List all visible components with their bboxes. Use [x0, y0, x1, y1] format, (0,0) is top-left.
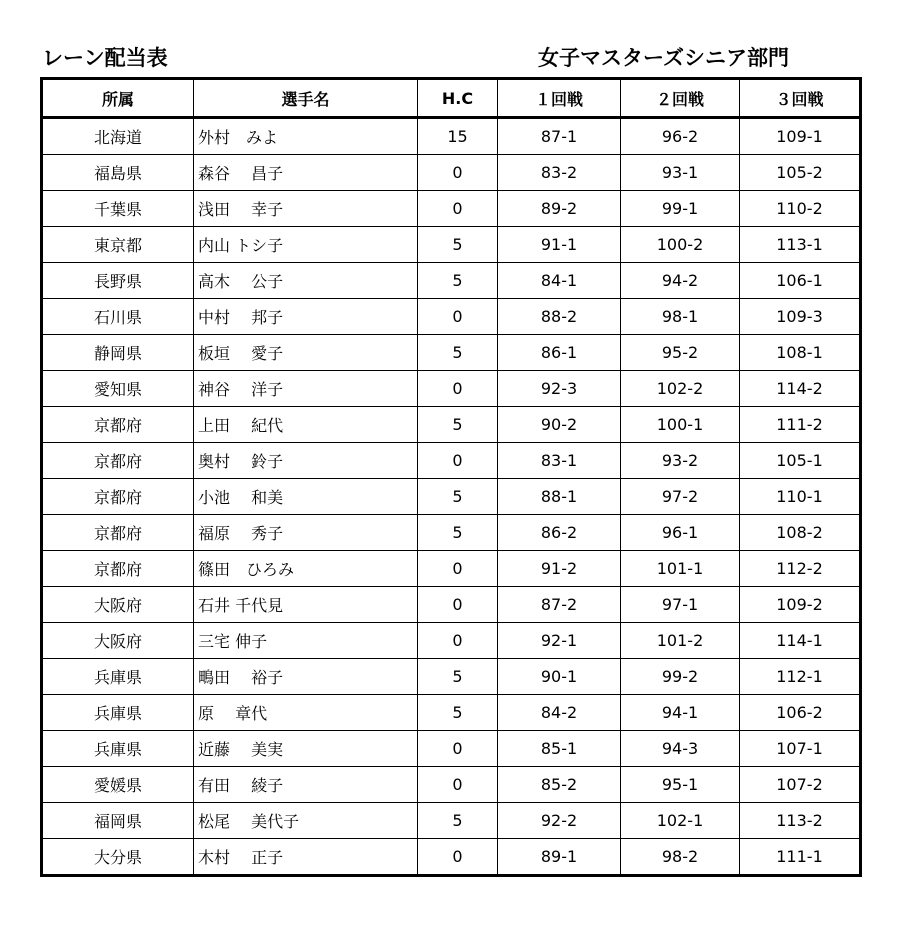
- table-row: [42, 803, 861, 839]
- round-1-lane-cell: 83-2: [498, 155, 621, 191]
- table-row: [42, 227, 861, 263]
- handicap-cell: 0: [418, 155, 498, 191]
- round-3-lane-cell: 112-2: [740, 551, 861, 587]
- column-header-player-name: 選手名: [194, 79, 418, 118]
- affiliation-cell: 愛知県: [42, 371, 194, 407]
- table-row: [42, 443, 861, 479]
- player-name-cell: 森谷 昌子: [194, 155, 418, 191]
- round-3-lane-cell: 107-1: [740, 731, 861, 767]
- round-1-lane-cell: 85-2: [498, 767, 621, 803]
- round-2-lane-cell: 98-2: [621, 839, 740, 876]
- table-row: [42, 623, 861, 659]
- player-name-cell: 奥村 鈴子: [194, 443, 418, 479]
- round-2-lane-cell: 96-2: [621, 118, 740, 155]
- round-1-lane-cell: 90-2: [498, 407, 621, 443]
- round-3-lane-cell: 110-2: [740, 191, 861, 227]
- player-name-cell: 原 章代: [194, 695, 418, 731]
- handicap-cell: 15: [418, 118, 498, 155]
- round-1-lane-cell: 84-2: [498, 695, 621, 731]
- round-2-lane-cell: 101-1: [621, 551, 740, 587]
- round-2-lane-cell: 97-2: [621, 479, 740, 515]
- round-1-lane-cell: 90-1: [498, 659, 621, 695]
- round-3-lane-cell: 108-2: [740, 515, 861, 551]
- round-2-lane-cell: 99-2: [621, 659, 740, 695]
- column-header-round-1: １回戦: [498, 79, 621, 118]
- round-2-lane-cell: 93-1: [621, 155, 740, 191]
- round-3-lane-cell: 114-1: [740, 623, 861, 659]
- round-1-lane-cell: 89-2: [498, 191, 621, 227]
- handicap-cell: 0: [418, 299, 498, 335]
- round-3-lane-cell: 113-1: [740, 227, 861, 263]
- handicap-cell: 5: [418, 695, 498, 731]
- round-3-lane-cell: 107-2: [740, 767, 861, 803]
- handicap-cell: 5: [418, 515, 498, 551]
- affiliation-cell: 大分県: [42, 839, 194, 876]
- lane-assignment-table: [40, 77, 862, 877]
- column-header-affiliation: 所属: [42, 79, 194, 118]
- table-row: [42, 155, 861, 191]
- round-3-lane-cell: 110-1: [740, 479, 861, 515]
- player-name-cell: 三宅 伸子: [194, 623, 418, 659]
- table-row: [42, 371, 861, 407]
- affiliation-cell: 京都府: [42, 479, 194, 515]
- column-header-round-3: ３回戦: [740, 79, 861, 118]
- player-name-cell: 板垣 愛子: [194, 335, 418, 371]
- round-1-lane-cell: 85-1: [498, 731, 621, 767]
- table-row: [42, 479, 861, 515]
- round-1-lane-cell: 91-1: [498, 227, 621, 263]
- round-2-lane-cell: 94-1: [621, 695, 740, 731]
- player-name-cell: 外村 みよ: [194, 118, 418, 155]
- table-body: [42, 118, 861, 876]
- player-name-cell: 木村 正子: [194, 839, 418, 876]
- round-1-lane-cell: 91-2: [498, 551, 621, 587]
- affiliation-cell: 東京都: [42, 227, 194, 263]
- header-row: [42, 79, 861, 118]
- round-2-lane-cell: 95-2: [621, 335, 740, 371]
- round-1-lane-cell: 92-3: [498, 371, 621, 407]
- column-header-handicap: H.C: [418, 79, 498, 118]
- handicap-cell: 0: [418, 191, 498, 227]
- affiliation-cell: 兵庫県: [42, 695, 194, 731]
- handicap-cell: 0: [418, 767, 498, 803]
- table-row: [42, 335, 861, 371]
- round-2-lane-cell: 100-2: [621, 227, 740, 263]
- round-1-lane-cell: 87-2: [498, 587, 621, 623]
- round-1-lane-cell: 86-1: [498, 335, 621, 371]
- handicap-cell: 0: [418, 371, 498, 407]
- handicap-cell: 5: [418, 479, 498, 515]
- round-2-lane-cell: 94-2: [621, 263, 740, 299]
- table-row: [42, 118, 861, 155]
- affiliation-cell: 静岡県: [42, 335, 194, 371]
- affiliation-cell: 京都府: [42, 443, 194, 479]
- table-row: [42, 515, 861, 551]
- handicap-cell: 0: [418, 443, 498, 479]
- round-3-lane-cell: 114-2: [740, 371, 861, 407]
- player-name-cell: 内山 トシ子: [194, 227, 418, 263]
- table-row: [42, 695, 861, 731]
- handicap-cell: 5: [418, 335, 498, 371]
- table-header: [42, 79, 861, 118]
- table-row: [42, 299, 861, 335]
- handicap-cell: 5: [418, 803, 498, 839]
- round-1-lane-cell: 86-2: [498, 515, 621, 551]
- handicap-cell: 0: [418, 551, 498, 587]
- handicap-cell: 5: [418, 227, 498, 263]
- round-3-lane-cell: 108-1: [740, 335, 861, 371]
- affiliation-cell: 福島県: [42, 155, 194, 191]
- affiliation-cell: 長野県: [42, 263, 194, 299]
- affiliation-cell: 兵庫県: [42, 731, 194, 767]
- table-row: [42, 407, 861, 443]
- handicap-cell: 0: [418, 623, 498, 659]
- round-2-lane-cell: 97-1: [621, 587, 740, 623]
- round-2-lane-cell: 94-3: [621, 731, 740, 767]
- player-name-cell: 松尾 美代子: [194, 803, 418, 839]
- round-1-lane-cell: 92-1: [498, 623, 621, 659]
- affiliation-cell: 愛媛県: [42, 767, 194, 803]
- affiliation-cell: 京都府: [42, 407, 194, 443]
- player-name-cell: 小池 和美: [194, 479, 418, 515]
- affiliation-cell: 千葉県: [42, 191, 194, 227]
- round-2-lane-cell: 93-2: [621, 443, 740, 479]
- round-3-lane-cell: 109-1: [740, 118, 861, 155]
- player-name-cell: 上田 紀代: [194, 407, 418, 443]
- handicap-cell: 0: [418, 587, 498, 623]
- affiliation-cell: 兵庫県: [42, 659, 194, 695]
- player-name-cell: 中村 邦子: [194, 299, 418, 335]
- round-2-lane-cell: 102-2: [621, 371, 740, 407]
- table-row: [42, 551, 861, 587]
- affiliation-cell: 石川県: [42, 299, 194, 335]
- table-row: [42, 587, 861, 623]
- round-3-lane-cell: 109-3: [740, 299, 861, 335]
- affiliation-cell: 大阪府: [42, 587, 194, 623]
- round-3-lane-cell: 105-1: [740, 443, 861, 479]
- round-2-lane-cell: 102-1: [621, 803, 740, 839]
- round-2-lane-cell: 101-2: [621, 623, 740, 659]
- division-title: 女子マスターズシニア部門: [538, 46, 789, 70]
- round-1-lane-cell: 89-1: [498, 839, 621, 876]
- handicap-cell: 5: [418, 659, 498, 695]
- table-row: [42, 839, 861, 876]
- round-1-lane-cell: 92-2: [498, 803, 621, 839]
- round-1-lane-cell: 88-1: [498, 479, 621, 515]
- player-name-cell: 浅田 幸子: [194, 191, 418, 227]
- player-name-cell: 神谷 洋子: [194, 371, 418, 407]
- handicap-cell: 0: [418, 731, 498, 767]
- round-3-lane-cell: 109-2: [740, 587, 861, 623]
- affiliation-cell: 京都府: [42, 551, 194, 587]
- table-row: [42, 659, 861, 695]
- player-name-cell: 鴫田 裕子: [194, 659, 418, 695]
- round-3-lane-cell: 112-1: [740, 659, 861, 695]
- round-3-lane-cell: 111-1: [740, 839, 861, 876]
- table-row: [42, 263, 861, 299]
- player-name-cell: 石井 千代見: [194, 587, 418, 623]
- affiliation-cell: 福岡県: [42, 803, 194, 839]
- page-title: レーン配当表: [42, 46, 168, 70]
- player-name-cell: 有田 綾子: [194, 767, 418, 803]
- affiliation-cell: 大阪府: [42, 623, 194, 659]
- round-2-lane-cell: 96-1: [621, 515, 740, 551]
- round-2-lane-cell: 95-1: [621, 767, 740, 803]
- player-name-cell: 近藤 美実: [194, 731, 418, 767]
- round-1-lane-cell: 84-1: [498, 263, 621, 299]
- affiliation-cell: 北海道: [42, 118, 194, 155]
- round-2-lane-cell: 98-1: [621, 299, 740, 335]
- handicap-cell: 5: [418, 407, 498, 443]
- round-2-lane-cell: 99-1: [621, 191, 740, 227]
- round-1-lane-cell: 87-1: [498, 118, 621, 155]
- round-1-lane-cell: 83-1: [498, 443, 621, 479]
- round-1-lane-cell: 88-2: [498, 299, 621, 335]
- table-row: [42, 731, 861, 767]
- round-3-lane-cell: 111-2: [740, 407, 861, 443]
- player-name-cell: 福原 秀子: [194, 515, 418, 551]
- player-name-cell: 高木 公子: [194, 263, 418, 299]
- round-3-lane-cell: 106-2: [740, 695, 861, 731]
- round-3-lane-cell: 106-1: [740, 263, 861, 299]
- column-header-round-2: ２回戦: [621, 79, 740, 118]
- round-2-lane-cell: 100-1: [621, 407, 740, 443]
- table-row: [42, 191, 861, 227]
- player-name-cell: 篠田 ひろみ: [194, 551, 418, 587]
- handicap-cell: 0: [418, 839, 498, 876]
- handicap-cell: 5: [418, 263, 498, 299]
- round-3-lane-cell: 113-2: [740, 803, 861, 839]
- affiliation-cell: 京都府: [42, 515, 194, 551]
- table-row: [42, 767, 861, 803]
- round-3-lane-cell: 105-2: [740, 155, 861, 191]
